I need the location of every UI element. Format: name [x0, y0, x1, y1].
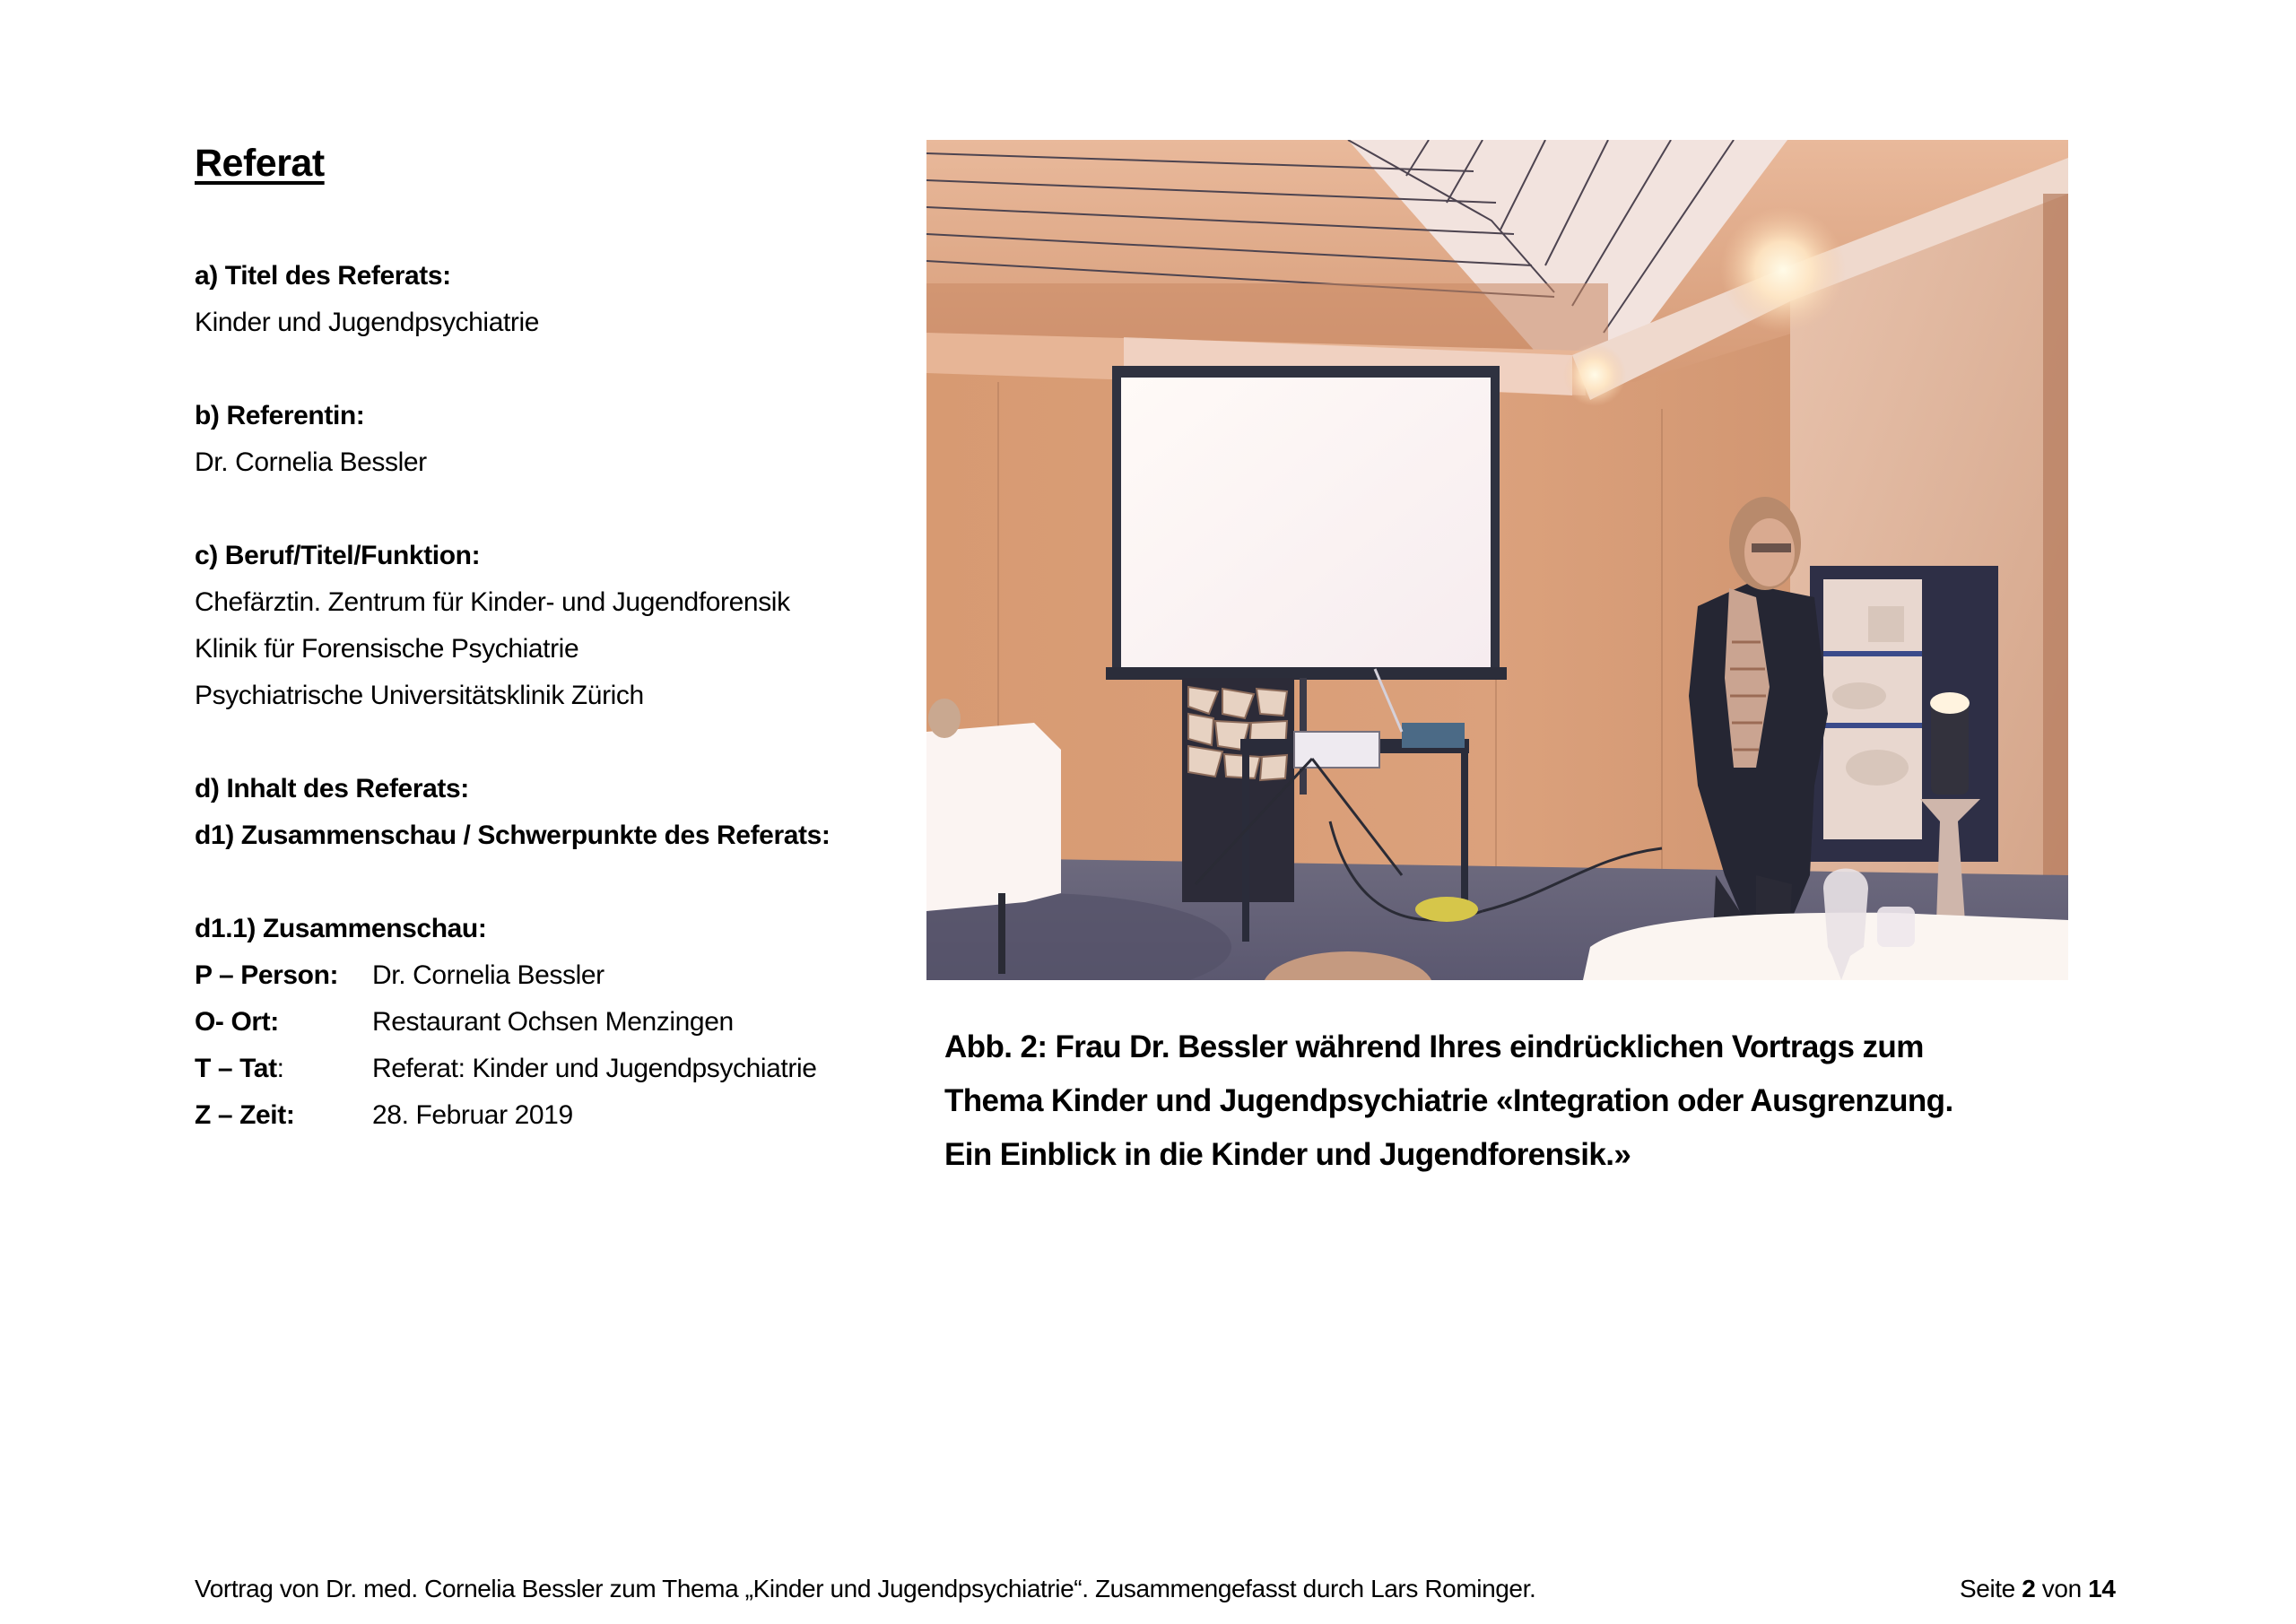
right-edge — [2043, 194, 2068, 980]
page-total: 14 — [2088, 1575, 2116, 1602]
pttz-value-person: Dr. Cornelia Bessler — [372, 960, 604, 990]
figure-caption-line: Ein Einblick in die Kinder und Jugendforensik.» — [944, 1137, 1631, 1172]
page-between: von — [2041, 1575, 2082, 1602]
section-b-value: Dr. Cornelia Bessler — [195, 447, 427, 477]
pttz-label-text: Z – Zeit: — [195, 1100, 295, 1130]
section-a-label: a) Titel des Referats: — [195, 261, 451, 291]
left-table-ornament — [928, 699, 961, 738]
page-number — [1960, 1574, 2116, 1604]
figure-caption-line: Thema Kinder und Jugendpsychiatrie «Integration oder Ausgrenzung. — [944, 1083, 1953, 1118]
pttz-label-tat — [195, 1053, 284, 1085]
section-d1-label: d1) Zusammenschau / Schwerpunkte des Referats: — [195, 821, 831, 850]
pttz-value-zeit: 28. Februar 2019 — [372, 1100, 573, 1130]
section-c-line: Klinik für Forensische Psychiatrie — [195, 634, 579, 664]
water-glass — [1877, 907, 1915, 947]
projection-screen — [1121, 378, 1491, 669]
section-d-label: d) Inhalt des Referats: — [195, 774, 469, 803]
section-d11-label: d1.1) Zusammenschau: — [195, 914, 487, 943]
candle — [1931, 700, 1969, 795]
figure-caption-line: Abb. 2: Frau Dr. Bessler während Ihres eindrücklichen Vortrags zum — [944, 1029, 1924, 1064]
page-prefix: Seite — [1960, 1575, 2015, 1602]
section-a-value: Kinder und Jugendpsychiatrie — [195, 308, 540, 337]
screen-bar — [1106, 667, 1507, 680]
table-leg — [1461, 753, 1468, 915]
section-b-label: b) Referentin: — [195, 401, 365, 430]
pttz-label-text: P – Person: — [195, 960, 339, 990]
pttz-label-person — [195, 960, 338, 992]
pttz-value-tat: Referat: Kinder und Jugendpsychiatrie — [372, 1054, 817, 1083]
footer-text: Vortrag von Dr. med. Cornelia Bessler zum Thema „Kinder und Jugendpsychiatrie“. Zusammengefasst durch Lars Rominger. — [195, 1575, 1536, 1602]
pttz-label-zeit — [195, 1099, 294, 1132]
section-c-line: Psychiatrische Universitätsklinik Zürich — [195, 681, 644, 710]
pttz-label-ort — [195, 1006, 279, 1038]
pttz-label-text: T – Tat — [195, 1054, 277, 1083]
firewood-logs — [1188, 687, 1287, 780]
section-c-label: c) Beruf/Titel/Funktion: — [195, 541, 481, 570]
laptop — [1402, 723, 1465, 748]
presentation-photo — [926, 140, 2068, 980]
cable-reel — [1415, 897, 1478, 922]
candle-flame-glow — [1930, 692, 1970, 714]
section-c-line: Chefärztin. Zentrum für Kinder- und Jugendforensik — [195, 587, 790, 617]
pttz-value-ort: Restaurant Ochsen Menzingen — [372, 1007, 734, 1037]
left-table-leg — [998, 893, 1005, 974]
page-title: Referat — [195, 142, 325, 185]
pttz-label-colon: : — [276, 1054, 284, 1083]
page-current: 2 — [2022, 1575, 2036, 1602]
ceiling-light — [1563, 343, 1626, 406]
ceiling-light — [1720, 207, 1846, 333]
table-leg — [1242, 753, 1249, 942]
left-table-cloth — [926, 723, 1061, 911]
pttz-label-text: O- Ort: — [195, 1007, 279, 1037]
